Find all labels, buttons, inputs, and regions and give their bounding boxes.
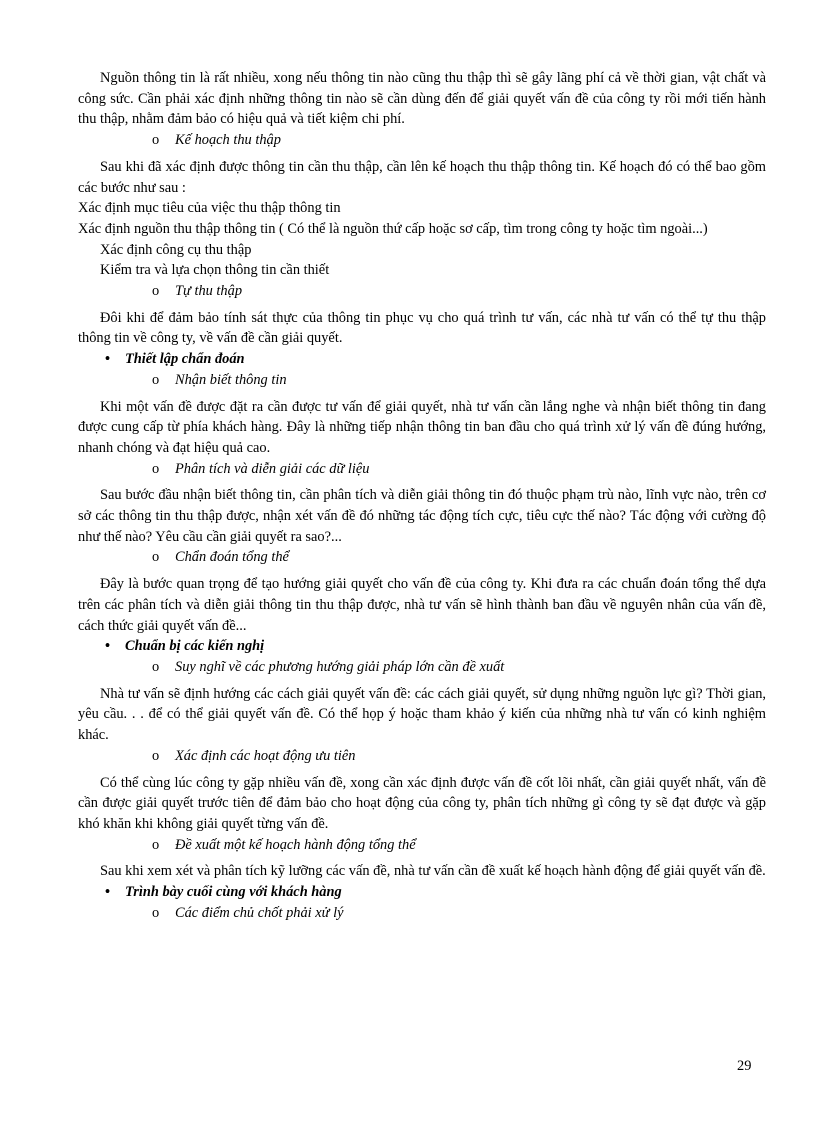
paragraph: Đôi khi để đảm bảo tính sát thực của thông tin phục vụ cho quá trình tư vấn, các nhà tư vấn có thể tự thu thập thông tin về công ty, về vấn đề cần giải quyết.: [78, 309, 766, 347]
section-heading-text: Trình bày cuối cùng với khách hàng: [125, 884, 342, 901]
section-heading-text: Chuẩn bị các kiến nghị: [125, 638, 265, 655]
bullet-icon: •: [105, 351, 111, 368]
subheading: [78, 903, 766, 924]
paragraph: Nguồn thông tin là rất nhiều, xong nếu thông tin nào cũng thu thập thì sẽ gây lãng phí cả về thời gian, vật chất và công sức. Cần phải xác định những thông tin nào sẽ cần dùng đến để giải quyết vấn đề của công ty rồi mới tiến hành thu thập, nhằm đảm bảo có hiệu quả và tiết kiệm chi phí.: [78, 70, 766, 128]
circle-bullet-icon: o: [152, 132, 160, 149]
list-item: Xác định mục tiêu của việc thu thập thông tin: [78, 200, 341, 217]
subheading: [78, 281, 766, 302]
paragraph: Sau khi xem xét và phân tích kỹ lưỡng các vấn đề, nhà tư vấn cần đề xuất kế hoạch hành động để giải quyết vấn đề.: [100, 863, 766, 880]
circle-bullet-icon: o: [152, 460, 160, 477]
subheading-text: Chẩn đoán tổng thể: [175, 549, 289, 566]
subheading-text: Các điểm chủ chốt phải xử lý: [175, 904, 344, 921]
subheading-text: Tự thu thập: [175, 283, 243, 300]
paragraph: Đây là bước quan trọng để tạo hướng giải quyết cho vấn đề của công ty. Khi đưa ra các chuẩn đoán tổng thể dựa trên các phân tích và diễn giải thông tin thu thập được, nhà tư vấn sẽ hình thành ban đầu về nguyên nhân của vấn đề, cách thức giải quyết vấn đề...: [78, 576, 766, 634]
bullet-icon: •: [105, 638, 111, 655]
circle-bullet-icon: o: [152, 747, 160, 764]
circle-bullet-icon: o: [152, 836, 160, 853]
paragraph: Sau khi đã xác định được thông tin cần thu thập, cần lên kế hoạch thu thập thông tin. Kế hoạch đó có thể bao gồm các bước như sau :: [78, 158, 766, 196]
subheading-text: Suy nghĩ về các phương hướng giải pháp lớn cần đề xuất: [175, 658, 505, 675]
subheading: [78, 547, 766, 568]
subheading-text: Kế hoạch thu thập: [175, 132, 281, 149]
list-item: Xác định nguồn thu thập thông tin ( Có thể là nguồn thứ cấp hoặc sơ cấp, tìm trong công ty hoặc tìm ngoài...): [78, 220, 708, 237]
circle-bullet-icon: o: [152, 371, 160, 388]
paragraph: Sau bước đầu nhận biết thông tin, cần phân tích và diễn giải thông tin đó thuộc phạm trù nào, lĩnh vực nào, trên cơ sở các thông tin thu thập được, nhận xét vấn đề đó những tác động tích cực, tiêu cực thế nào? Tác động với cường độ như thế nào? Yêu cầu cần giải quyết ra sao?...: [78, 487, 766, 545]
subheading-text: Phân tích và diễn giải các dữ liệu: [175, 460, 370, 477]
paragraph: Có thể cùng lúc công ty gặp nhiều vấn đề, xong cần xác định được vấn đề cốt lõi nhất, cần giải quyết nhất, vấn đề cần được giải quyết trước tiên để đảm bảo cho hoạt động của công ty, phân tích những gì công ty sẽ đạt được và gặp khó khăn khi không giải quyết từng vấn đề.: [78, 774, 766, 832]
subheading: [78, 835, 766, 856]
section-heading: [78, 349, 766, 370]
page-number: 29: [737, 1058, 752, 1074]
subheading: [78, 746, 766, 767]
paragraph: Khi một vấn đề được đặt ra cần được tư vấn để giải quyết, nhà tư vấn cần lắng nghe và nhận biết thông tin đang được cung cấp từ phía khách hàng. Đây là những tiếp nhận thông tin ban đầu cho quá trình xử lý vấn đề đúng hướng, nhanh chóng và đạt hiệu quả cao.: [78, 398, 766, 456]
subheading: [78, 370, 766, 391]
subheading-text: Nhận biết thông tin: [175, 371, 287, 388]
subheading-text: Đề xuất một kế hoạch hành động tổng thể: [175, 836, 416, 853]
circle-bullet-icon: o: [152, 658, 160, 675]
circle-bullet-icon: o: [152, 904, 160, 921]
circle-bullet-icon: o: [152, 283, 160, 300]
list-item: Xác định công cụ thu thập: [100, 241, 252, 258]
page-body: [78, 68, 766, 923]
circle-bullet-icon: o: [152, 549, 160, 566]
section-heading: [78, 882, 766, 903]
subheading: [78, 657, 766, 678]
section-heading: [78, 636, 766, 657]
paragraph: Nhà tư vấn sẽ định hướng các cách giải quyết vấn đề: các cách giải quyết, sử dụng những nguồn lực gì? Thời gian, yêu cầu. . . để có thể giải quyết vấn đề. Có thể họp ý hoặc tham khảo ý kiến của những nhà tư vấn có kinh nghiệm khác.: [78, 685, 766, 744]
bullet-icon: •: [105, 884, 111, 901]
subheading: [78, 130, 766, 151]
list-item: Kiểm tra và lựa chọn thông tin cần thiết: [100, 262, 330, 279]
subheading: [78, 459, 766, 480]
subheading-text: Xác định các hoạt động ưu tiên: [175, 747, 356, 764]
section-heading-text: Thiết lập chẩn đoán: [125, 351, 245, 368]
